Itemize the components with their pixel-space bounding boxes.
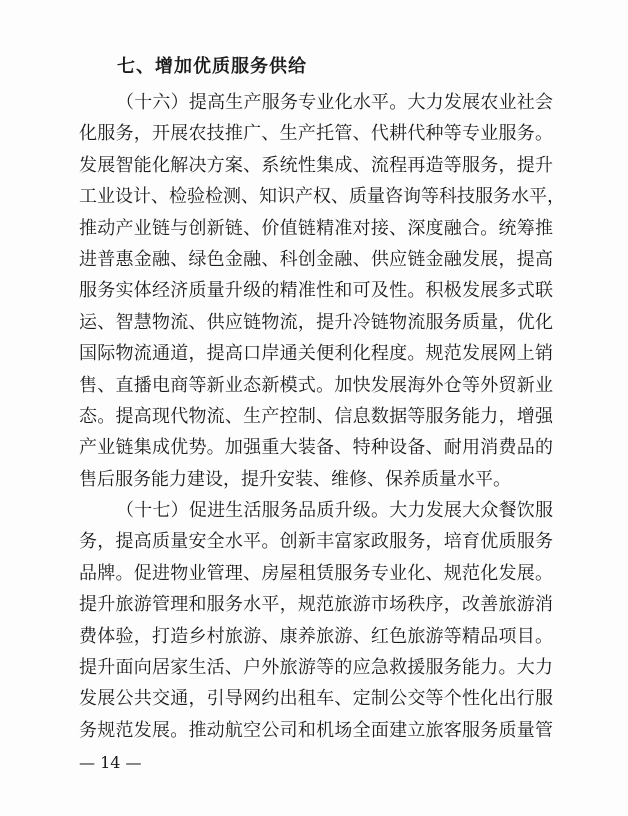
text-line: 服务实体经济质量升级的精准性和可及性。积极发展多式联	[79, 280, 553, 302]
paragraph-16-text: 大力发展农业社会	[407, 92, 554, 113]
text-line: 品牌。促进物业管理、房屋租赁服务专业化、规范化发展。	[79, 562, 553, 584]
text-line: 推动产业链与创新链、价值链精准对接、深度融合。统筹推	[79, 217, 553, 239]
text-line: 发展公共交通，引导网约出租车、定制公交等个性化出行服	[79, 688, 553, 710]
text-line: 务规范发展。推动航空公司和机场全面建立旅客服务质量管	[79, 719, 553, 741]
text-line: 国际物流通道，提高口岸通关便利化程度。规范发展网上销	[79, 343, 553, 365]
text-line: 务，提高质量安全水平。创新丰富家政服务，培育优质服务	[79, 531, 553, 553]
paragraph-16-lead: （十六）提高生产服务专业化水平。	[116, 92, 408, 113]
text-line: 售后服务能力建设，提升安装、维修、保养质量水平。	[79, 468, 511, 490]
text-line: 态。提高现代物流、生产控制、信息数据等服务能力，增强	[79, 405, 553, 427]
text-line: 售、直播电商等新业态新模式。加快发展海外仓等外贸新业	[79, 374, 553, 396]
text-line: 运、智慧物流、供应链物流，提升冷链物流服务质量，优化	[79, 311, 553, 333]
paragraph-17-first-line	[79, 495, 553, 526]
text-line: 化服务，开展农技推广、生产托管、代耕代种等专业服务。	[79, 123, 553, 145]
paragraph-17-text: 大力发展大众餐饮服	[389, 500, 554, 522]
text-line: 费体验，打造乡村旅游、康养旅游、红色旅游等精品项目。	[79, 625, 553, 647]
text-line: 产业链集成优势。加强重大装备、特种设备、耐用消费品的	[79, 437, 553, 459]
page-number: — 14 —	[79, 753, 142, 772]
text-line: 发展智能化解决方案、系统性集成、流程再造等服务，提升	[79, 154, 553, 176]
text-line: 提升面向居家生活、户外旅游等的应急救援服务能力。大力	[79, 657, 553, 679]
text-line: 进普惠金融、绿色金融、科创金融、供应链金融发展，提高	[79, 248, 553, 270]
paragraph-17-lead: （十七）促进生活服务品质升级。	[116, 500, 390, 522]
section-heading: 七、增加优质服务供给	[117, 56, 307, 77]
text-line: 工业设计、检验检测、知识产权、质量咨询等科技服务水平，	[79, 186, 565, 208]
paragraph-16-first-line	[79, 87, 553, 118]
body-text	[79, 87, 565, 746]
text-line: 提升旅游管理和服务水平，规范旅游市场秩序，改善旅游消	[79, 594, 553, 616]
